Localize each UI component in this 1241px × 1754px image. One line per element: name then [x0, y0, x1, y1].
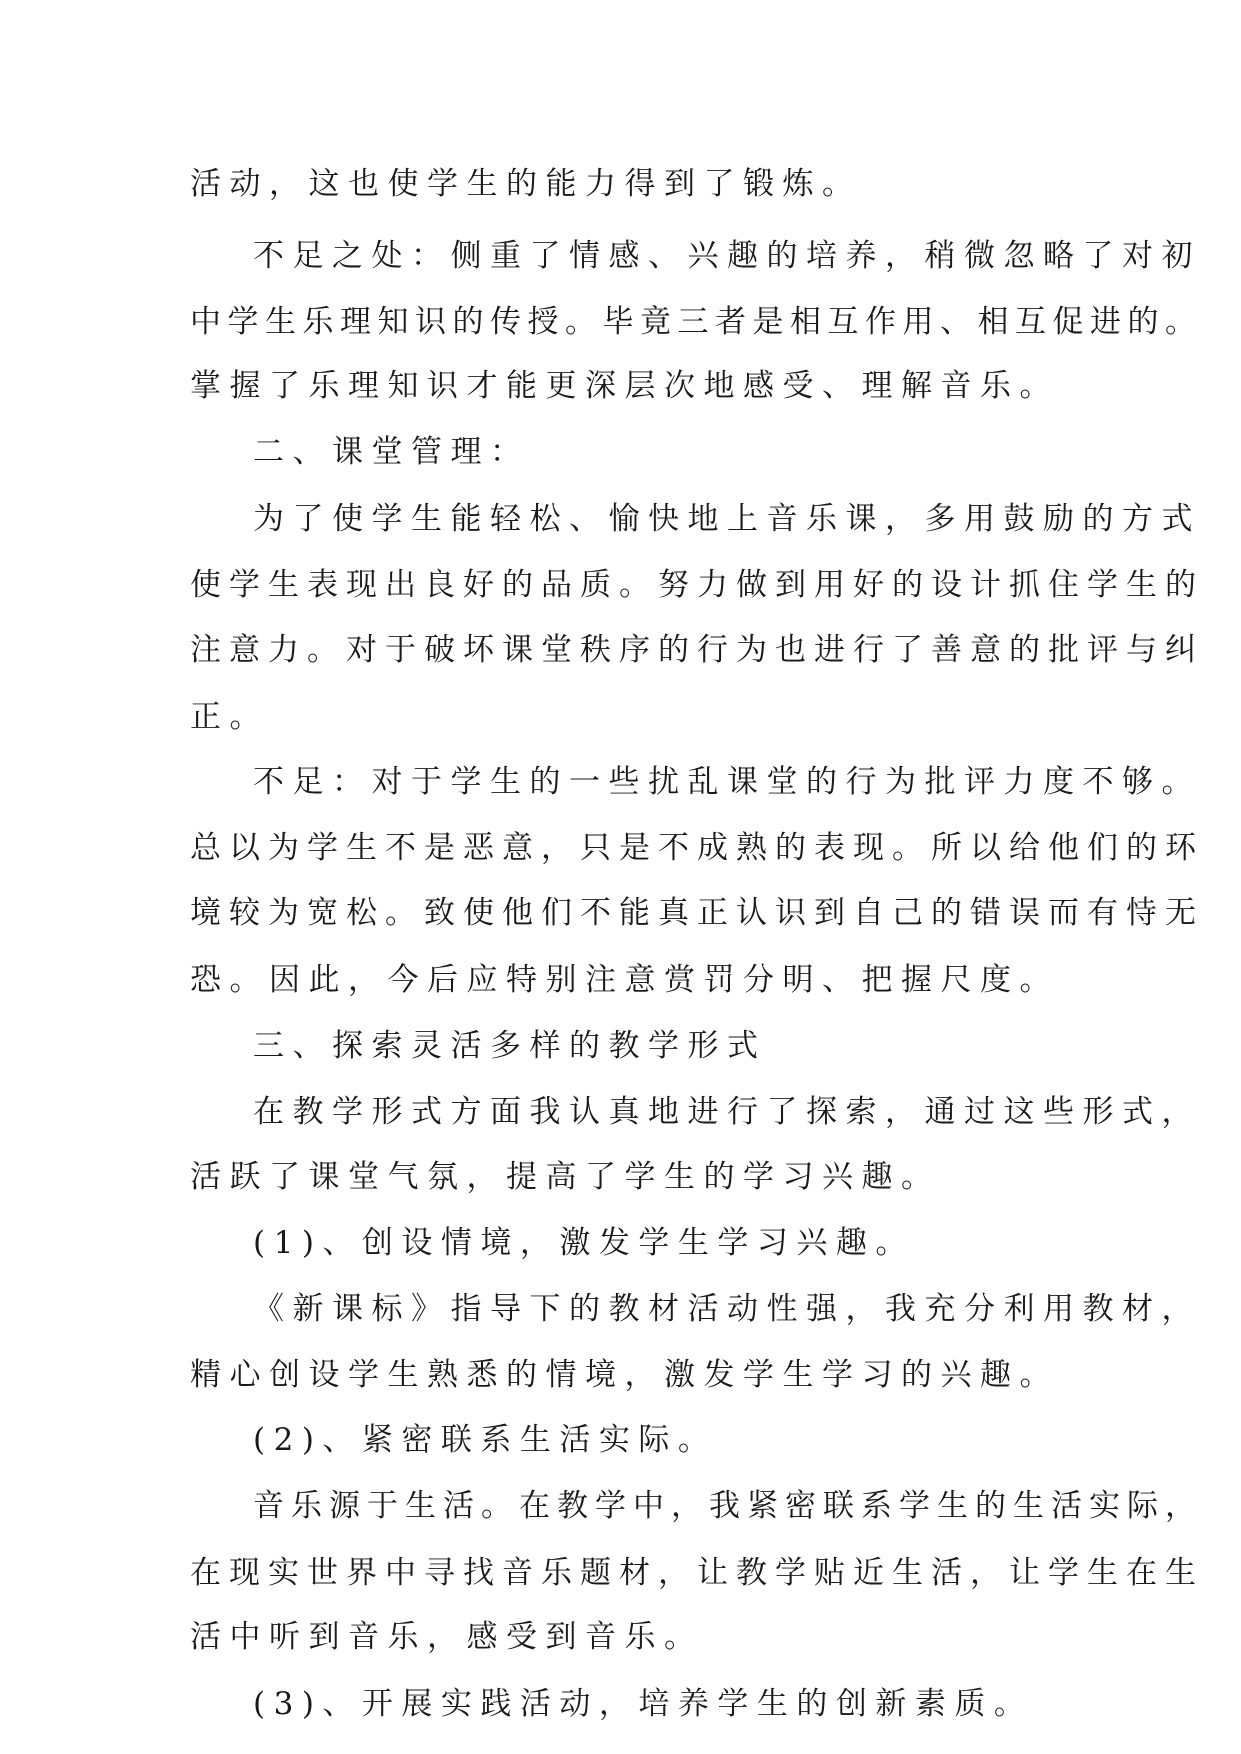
subsection-heading: (2)、紧密联系生活实际。 [253, 1422, 718, 1458]
subsection-heading: (3)、开展实践活动，培养学生的创新素质。 [253, 1686, 1034, 1722]
body-text-line: 掌握了乐理知识才能更深层次地感受、理解音乐。 [190, 368, 1059, 404]
body-text-line: 在现实世界中寻找音乐题材，让教学贴近生活，让学生在生 [190, 1555, 1204, 1591]
subsection-heading: (1)、创设情境，激发学生学习兴趣。 [253, 1225, 915, 1261]
paragraph-first-line: 在教学形式方面我认真地进行了探索，通过这些形式， [253, 1094, 1201, 1130]
body-text-line: 总以为学生不是恶意，只是不成熟的表现。所以给他们的环 [190, 830, 1204, 866]
body-text-line: 使学生表现出良好的品质。努力做到用好的设计抓住学生的 [190, 567, 1204, 603]
body-text-line: 活中听到音乐，感受到音乐。 [190, 1619, 704, 1655]
paragraph-first-line: 《新课标》指导下的教材活动性强，我充分利用教材， [253, 1291, 1201, 1327]
paragraph-first-line: 为了使学生能轻松、愉快地上音乐课，多用鼓励的方式 [253, 501, 1201, 537]
section-heading: 二、课堂管理： [253, 434, 530, 470]
body-text-line: 中学生乐理知识的传授。毕竟三者是相互作用、相互促进的。 [190, 304, 1203, 340]
body-text-line: 活动，这也使学生的能力得到了锻炼。 [190, 166, 862, 202]
paragraph-first-line: 不足：对于学生的一些扰乱课堂的行为批评力度不够。 [253, 764, 1201, 800]
body-text-line: 正。 [190, 699, 269, 735]
body-text-line: 恐。因此，今后应特别注意赏罚分明、把握尺度。 [190, 962, 1059, 998]
body-text-line: 境较为宽松。致使他们不能真正认识到自己的错误而有恃无 [190, 895, 1204, 931]
body-text-line: 精心创设学生熟悉的情境，激发学生学习的兴趣。 [190, 1357, 1059, 1393]
paragraph-first-line: 音乐源于生活。在教学中，我紧密联系学生的生活实际， [253, 1488, 1203, 1524]
body-text-line: 活跃了课堂气氛，提高了学生的学习兴趣。 [190, 1159, 941, 1195]
body-text-line: 注意力。对于破坏课堂秩序的行为也进行了善意的批评与纠 [190, 632, 1204, 668]
paragraph-first-line: 不足之处：侧重了情感、兴趣的培养，稍微忽略了对初 [253, 238, 1201, 274]
section-heading: 三、探索灵活多样的教学形式 [253, 1028, 767, 1064]
